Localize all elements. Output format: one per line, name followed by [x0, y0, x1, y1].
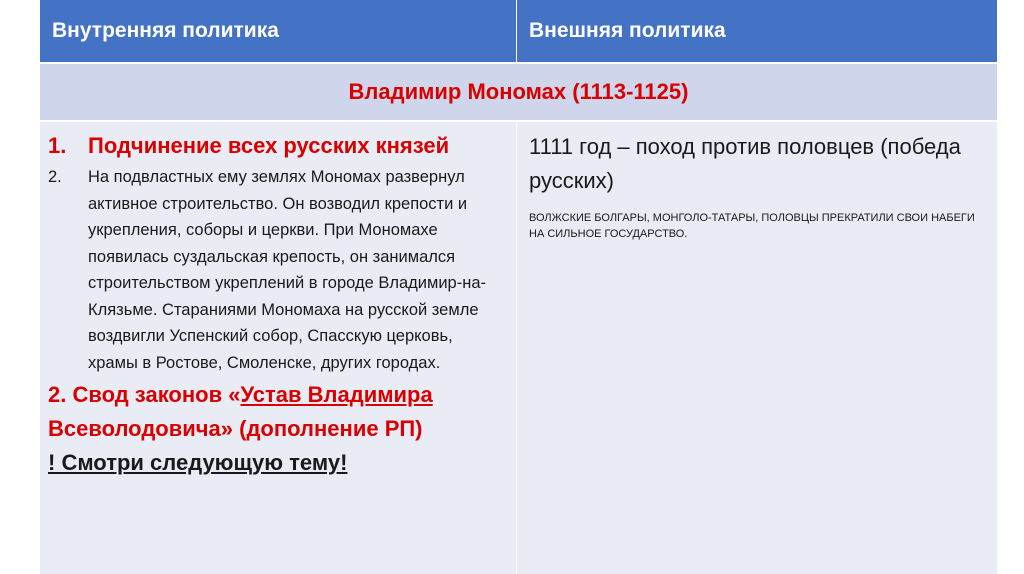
ruler-title: Владимир Мономах (1113-1125) — [40, 64, 997, 120]
foreign-policy-cell — [517, 122, 997, 574]
list-item-text: Подчинение всех русских князей — [88, 133, 450, 158]
list-number: 1. — [48, 133, 67, 158]
header-foreign-policy: Внешняя политика — [517, 0, 997, 62]
list-item-text: На подвластных ему землях Мономах развернул активное строительство. Он возводил крепости и укрепления, соборы и церкви. При Мономахе появилась суздальская крепость, он занимался строительством укреплений в городе Владимир-на-Клязьме. Стараниями Мономаха на русской земле воздвигли Успенский собор, Спасскую церковь, храмы в Ростове, Смоленске, других городах. — [88, 168, 487, 372]
campaign-text: 1111 год – поход против половцев (победа русских) — [529, 134, 961, 193]
campaign-note: ВОЛЖСКИЕ БОЛГАРЫ, МОНГОЛО-ТАТАРЫ, ПОЛОВЦЫ ПРЕКРАТИЛИ СВОИ НАБЕГИ НА СИЛЬНОЕ ГОСУДАРСТВО. — [529, 212, 975, 240]
law-prefix: 2. Свод законов « — [48, 382, 241, 407]
list-number: 2. — [48, 168, 62, 186]
header-internal-policy: Внутренняя политика — [40, 0, 516, 62]
see-next-topic: ! Смотри следующую тему! — [48, 450, 348, 475]
policy-table — [40, 0, 997, 574]
law-title-underlined: Устав Владимира — [240, 382, 433, 407]
list-item-1 — [48, 130, 506, 162]
internal-policy-cell — [40, 122, 516, 574]
list-item-2 — [48, 164, 506, 376]
law-code-item — [48, 378, 506, 446]
law-suffix: Всеволодовича» (дополнение РП) — [48, 416, 423, 441]
